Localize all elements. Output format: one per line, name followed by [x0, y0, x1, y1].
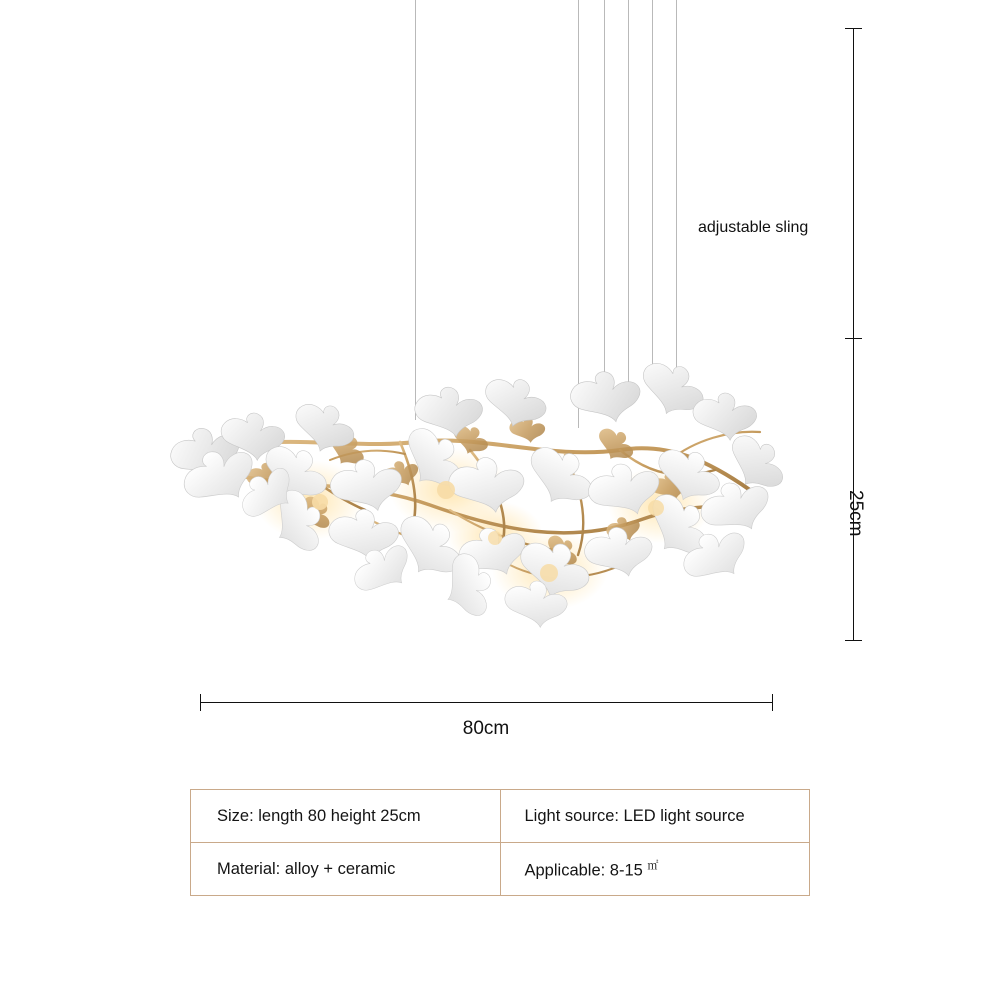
width-dimension-label	[0, 718, 1000, 740]
chandelier-illustration	[150, 330, 810, 650]
spec-area-unit: ㎡	[647, 860, 659, 873]
spec-material: Material: alloy + ceramic	[191, 843, 501, 896]
table-row	[191, 843, 810, 896]
spec-applicable-text: Applicable: 8-15	[524, 861, 648, 880]
horizontal-dimension-line	[200, 702, 772, 703]
horizontal-dimension-cap-left	[200, 694, 201, 711]
specification-table	[190, 789, 810, 896]
spec-applicable-area	[500, 843, 810, 896]
vertical-dimension-line	[853, 28, 854, 640]
vertical-dimension-tick-mid	[845, 338, 862, 339]
horizontal-dimension-cap-right	[772, 694, 773, 711]
table-row	[191, 790, 810, 843]
suspension-cord	[652, 0, 653, 372]
spec-size: Size: length 80 height 25cm	[191, 790, 501, 843]
height-dimension-label: 25cm	[845, 490, 866, 537]
width-dimension-value: 80cm	[462, 718, 510, 739]
spec-light-source: Light source: LED light source	[500, 790, 810, 843]
vertical-dimension-cap-bottom	[845, 640, 862, 641]
vertical-dimension-cap-top	[845, 28, 862, 29]
adjustable-sling-label: adjustable sling	[698, 219, 809, 236]
